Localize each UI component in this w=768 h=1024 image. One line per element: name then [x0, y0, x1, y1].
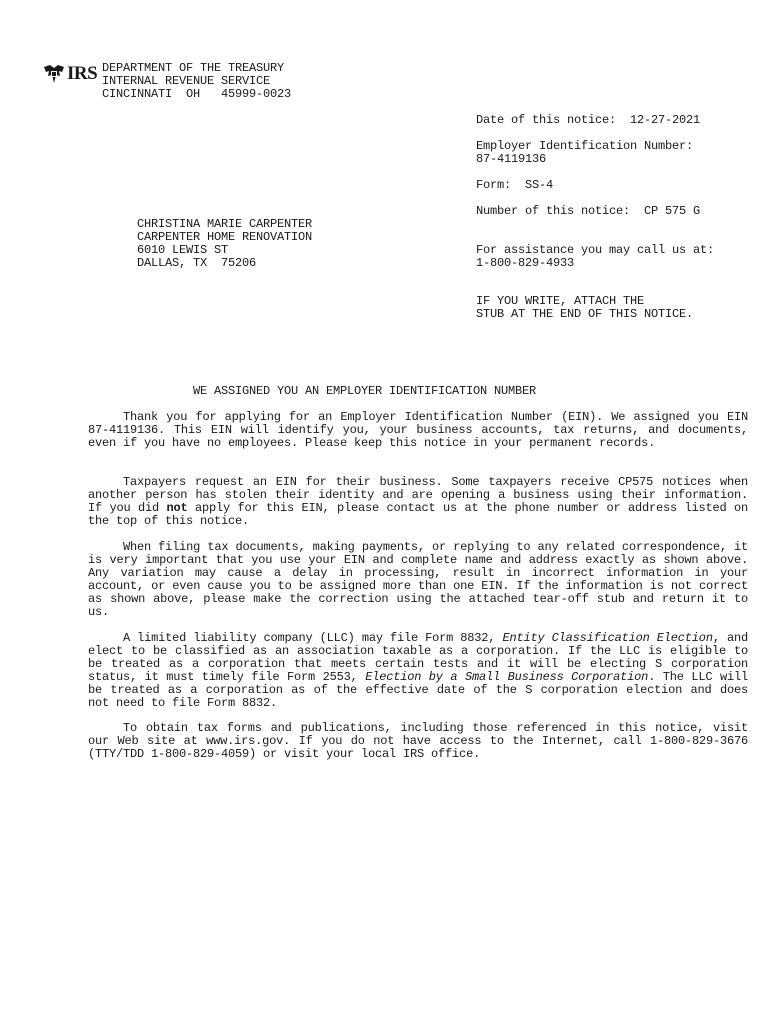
- recipient-address: [137, 218, 312, 270]
- paragraph-5-text: To obtain tax forms and publications, including those referenced in this notice, visit our Web site at www.irs.gov. If you do not have access to the Internet, call 1-800-829-3676 (TTY/TDD 1-800-829-4059) or visit your local IRS office.: [88, 721, 748, 761]
- assistance-label: For assistance you may call us at:: [476, 243, 715, 257]
- recipient-line-1: CHRISTINA MARIE CARPENTER: [137, 217, 313, 231]
- paragraph-identity-theft: [88, 476, 748, 528]
- paragraph-3-text: When filing tax documents, making payments, or replying to any related correspondence, it is very important that you use your EIN and complete name and address exactly as shown above. Any variation may cause a delay in processing, result in incorrect information in your account, or even cause you to be assigned more than one EIN. If the information is not correct as shown above, please make the correction using the attached tear-off stub and return it to us.: [88, 540, 748, 619]
- paragraph-llc: [88, 632, 748, 710]
- agency-line-1: DEPARTMENT OF THE TREASURY: [102, 61, 285, 75]
- form-type: Form: SS-4: [476, 178, 554, 192]
- agency-line-2: INTERNAL REVENUE SERVICE: [102, 74, 271, 88]
- paragraph-filing-documents: [88, 541, 748, 619]
- notice-heading: WE ASSIGNED YOU AN EMPLOYER IDENTIFICATION NUMBER: [193, 384, 537, 398]
- recipient-line-3: 6010 LEWIS ST: [137, 243, 229, 257]
- paragraph-2-text-b: apply for this EIN, please contact us at the phone number or address listed on the top of this notice.: [88, 501, 749, 528]
- paragraph-ein-assigned: [88, 411, 748, 450]
- paragraph-4-text-b: , and elect to be classified as an association taxable as a corporation. If the LLC is eligible to be treated as a corporation that meets certain tests and it will be electing S corporation status, it must timely file Form 2553,: [88, 631, 748, 684]
- agency-address: [102, 62, 291, 101]
- paragraph-tax-forms: [88, 722, 748, 761]
- paragraph-4-text-a: A limited liability company (LLC) may file Form 8832,: [123, 631, 503, 645]
- recipient-line-4: DALLAS, TX 75206: [137, 256, 257, 270]
- paragraph-2-text-a: Taxpayers request an EIN for their business. Some taxpayers receive CP575 notices when another person has stolen their identity and are opening a business using their information. If you did: [88, 475, 748, 515]
- ein-label: Employer Identification Number:: [476, 139, 694, 153]
- paragraph-4-text-c: . The LLC will be treated as a corporation as of the effective date of the S corporation election and does not need to file Form 8832.: [88, 670, 748, 710]
- attach-stub-line-2: STUB AT THE END OF THIS NOTICE.: [476, 307, 694, 321]
- attach-stub-line-1: IF YOU WRITE, ATTACH THE: [476, 294, 645, 308]
- paragraph-4-italic-small-business: Election by a Small Business Corporation: [365, 670, 649, 684]
- paragraph-4-italic-entity-election: Entity Classification Election: [502, 631, 713, 645]
- ein-value: 87-4119136: [476, 152, 547, 166]
- paragraph-2-bold-not: not: [166, 501, 188, 515]
- notice-date: Date of this notice: 12-27-2021: [476, 113, 701, 127]
- notice-number: Number of this notice: CP 575 G: [476, 204, 701, 218]
- irs-eagle-icon: [42, 63, 66, 85]
- irs-logo-text: IRS: [67, 63, 98, 84]
- assistance-phone: 1-800-829-4933: [476, 256, 575, 270]
- recipient-line-2: CARPENTER HOME RENOVATION: [137, 230, 313, 244]
- paragraph-1-text: Thank you for applying for an Employer Identification Number (EIN). We assigned you EIN 87-4119136. This EIN will identify you, your business accounts, tax returns, and documents, even if you have no employees. Please keep this notice in your permanent records.: [88, 410, 748, 450]
- agency-line-3: CINCINNATI OH 45999-0023: [102, 87, 292, 101]
